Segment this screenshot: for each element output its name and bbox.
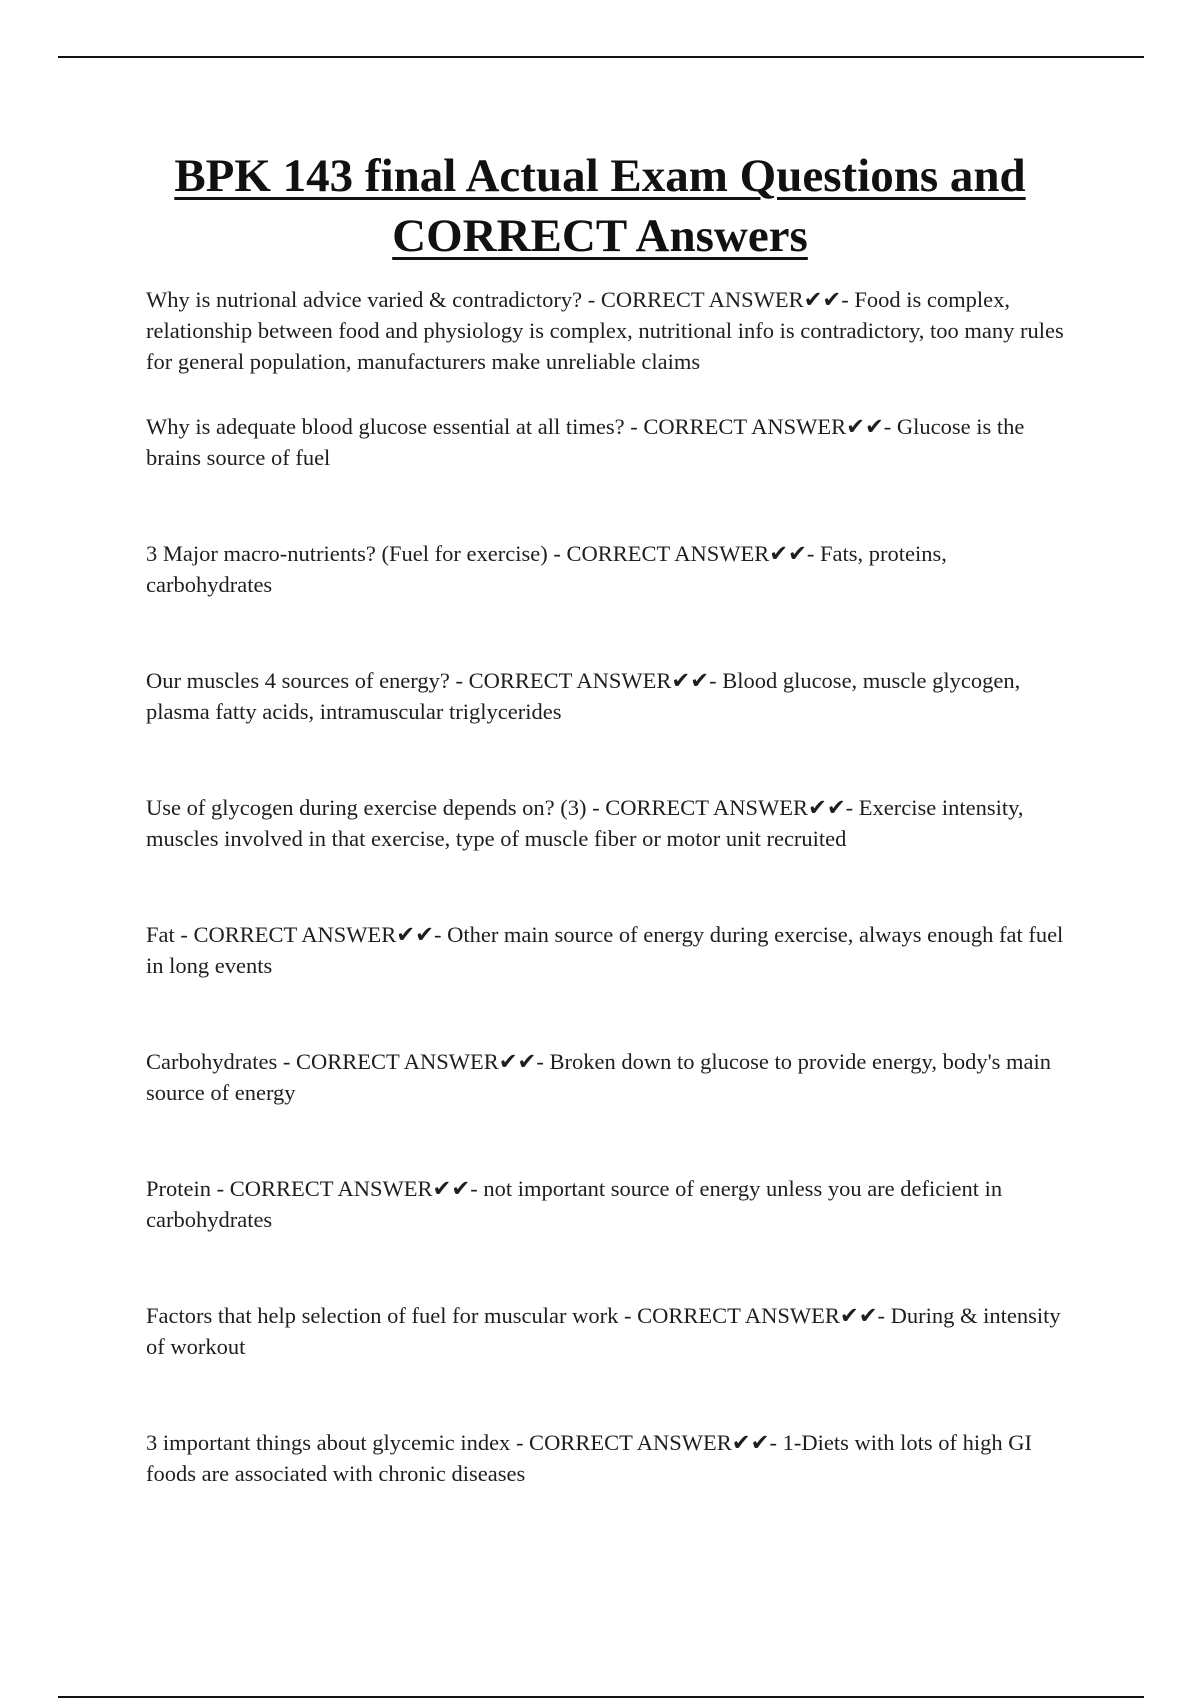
answer-marker: - CORRECT ANSWER✔✔- — [624, 414, 897, 439]
bottom-rule — [58, 1696, 1144, 1698]
answer-text: Blood glucose, muscle glycogen, plasma fatty acids, intramuscular triglycerides — [146, 668, 1026, 724]
qa-item — [146, 665, 1066, 792]
question-text: Carbohydrates — [146, 1049, 278, 1074]
answer-marker: - CORRECT ANSWER✔✔- — [449, 668, 723, 693]
answer-marker: - CORRECT ANSWER✔✔- — [618, 1303, 891, 1328]
answer-marker: - CORRECT ANSWER✔✔- — [586, 795, 859, 820]
qa-item — [146, 284, 1070, 411]
question-text: Why is nutrional advice varied & contradictory? — [146, 287, 583, 312]
qa-item — [146, 919, 1069, 1046]
question-text: Fat — [146, 922, 175, 947]
qa-item — [146, 1173, 1066, 1300]
qa-item — [146, 1300, 1066, 1427]
question-text: Why is adequate blood glucose essential at all times? — [146, 414, 625, 439]
answer-marker: - CORRECT ANSWER✔✔- — [211, 1176, 484, 1201]
qa-item — [146, 538, 1066, 665]
answer-text: Exercise intensity, muscles involved in that exercise, type of muscle fiber or motor unit recruited — [146, 795, 1030, 851]
qa-item — [146, 411, 1066, 538]
document-title: BPK 143 final Actual Exam Questions and CORRECT Answers — [174, 150, 1026, 262]
question-text: 3 important things about glycemic index — [146, 1430, 511, 1455]
answer-text: Glucose is the brains source of fuel — [146, 414, 1031, 470]
question-text: Use of glycogen during exercise depends on? (3) — [146, 795, 587, 820]
qa-item — [146, 792, 1066, 919]
question-text: 3 Major macro-nutrients? (Fuel for exercise) — [146, 541, 548, 566]
answer-marker: - CORRECT ANSWER✔✔- — [547, 541, 821, 566]
answer-text: 1-Diets with lots of high GI foods are associated with chronic diseases — [146, 1430, 1038, 1486]
answer-text: Food is complex, relationship between food and physiology is complex, nutritional info is contradictory, too many rules for general population, manufacturers make unreliable claims — [146, 287, 1070, 374]
answer-text: During & intensity of workout — [146, 1303, 1067, 1359]
answer-marker: - CORRECT ANSWER✔✔- — [277, 1049, 550, 1074]
qa-list — [146, 284, 1070, 1554]
answer-text: Other main source of energy during exercise, always enough fat fuel in long events — [146, 922, 1069, 978]
question-text: Our muscles 4 sources of energy? — [146, 668, 450, 693]
answer-marker: - CORRECT ANSWER✔✔- — [582, 287, 855, 312]
question-text: Factors that help selection of fuel for muscular work — [146, 1303, 619, 1328]
question-text: Protein — [146, 1176, 211, 1201]
answer-text: not important source of energy unless you are deficient in carbohydrates — [146, 1176, 1008, 1232]
answer-marker: - CORRECT ANSWER✔✔- — [174, 922, 448, 947]
qa-item — [146, 1046, 1066, 1173]
qa-item — [146, 1427, 1066, 1554]
answer-text: Fats, proteins, carbohydrates — [146, 541, 953, 597]
answer-marker: - CORRECT ANSWER✔✔- — [510, 1430, 783, 1455]
answer-text: Broken down to glucose to provide energy, body's main source of energy — [146, 1049, 1057, 1105]
top-rule — [58, 56, 1144, 58]
